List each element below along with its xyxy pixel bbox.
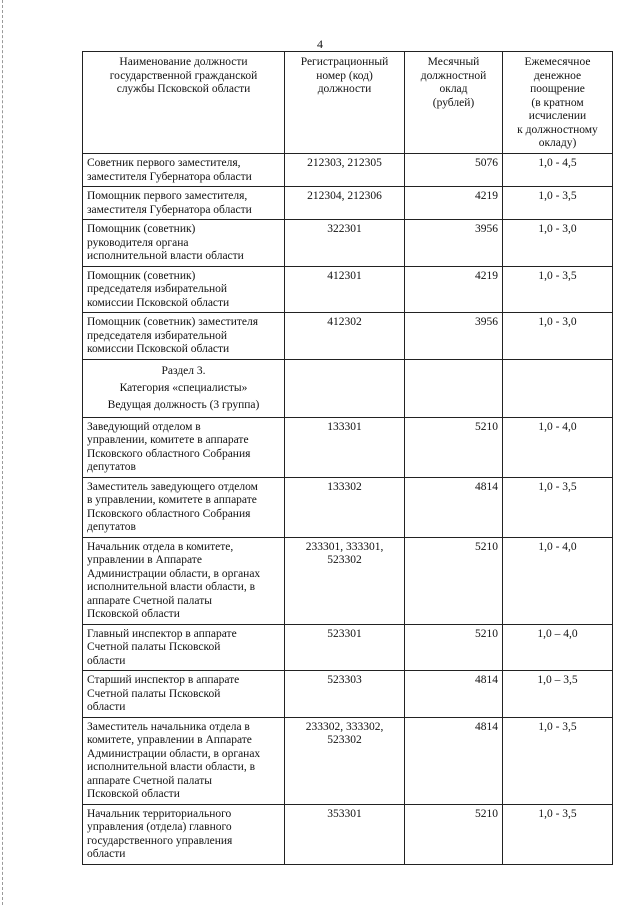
position-name-cell: Помощник первого заместителя, заместителя Губернатора области [83,187,285,220]
table-row [83,154,613,187]
column-header-bonus: Ежемесячное денежное поощрение (в кратном исчислении к должностному окладу) [503,52,613,154]
table-header-row [83,52,613,154]
monthly-bonus-cell: 1,0 - 4,0 [503,417,613,477]
monthly-salary-cell: 4814 [405,717,503,804]
page-margin-line [2,0,3,905]
position-name-cell: Начальник отдела в комитете, управлении в Аппарате Администрации области, в органах исполнительной власти области, в аппарате Счетной палаты Псковской области [83,537,285,624]
registration-code-cell: 322301 [285,220,405,267]
monthly-bonus-cell: 1,0 - 3,0 [503,313,613,360]
position-name-cell: Помощник (советник) председателя избирательной комиссии Псковской области [83,266,285,313]
table-row [83,671,613,718]
section-heading: Раздел 3. Категория «специалисты» Ведущая должность (3 группа) [83,359,285,417]
registration-code-cell: 212304, 212306 [285,187,405,220]
monthly-salary-cell: 4814 [405,477,503,537]
column-header-code: Регистрационный номер (код) должности [285,52,405,154]
table-row [83,220,613,267]
monthly-salary-cell: 4814 [405,671,503,718]
registration-code-cell: 233301, 333301, 523302 [285,537,405,624]
monthly-salary-cell: 3956 [405,220,503,267]
registration-code-cell: 523301 [285,624,405,671]
registration-code-cell: 133301 [285,417,405,477]
table-row [83,313,613,360]
section-empty-cell [405,359,503,417]
monthly-salary-cell: 5210 [405,537,503,624]
registration-code-cell: 233302, 333302, 523302 [285,717,405,804]
table-row [83,187,613,220]
section-row [83,359,613,417]
column-header-position: Наименование должности государственной гражданской службы Псковской области [83,52,285,154]
monthly-bonus-cell: 1,0 - 4,0 [503,537,613,624]
table-row [83,266,613,313]
table-row [83,537,613,624]
section-empty-cell [285,359,405,417]
column-header-salary: Месячный должностной оклад (рублей) [405,52,503,154]
registration-code-cell: 412301 [285,266,405,313]
monthly-bonus-cell: 1,0 - 3,5 [503,717,613,804]
monthly-bonus-cell: 1,0 – 4,0 [503,624,613,671]
monthly-bonus-cell: 1,0 - 3,5 [503,266,613,313]
table-row [83,717,613,804]
position-name-cell: Заместитель начальника отдела в комитете, управлении в Аппарате Администрации области, в органах исполнительной власти области, в аппарате Счетной палаты Псковской области [83,717,285,804]
positions-table [82,51,613,865]
position-name-cell: Старший инспектор в аппарате Счетной палаты Псковской области [83,671,285,718]
monthly-bonus-cell: 1,0 - 3,5 [503,477,613,537]
position-name-cell: Заместитель заведующего отделом в управлении, комитете в аппарате Псковского областного Собрания депутатов [83,477,285,537]
monthly-salary-cell: 5076 [405,154,503,187]
table-row [83,804,613,864]
registration-code-cell: 353301 [285,804,405,864]
section-empty-cell [503,359,613,417]
registration-code-cell: 133302 [285,477,405,537]
position-name-cell: Помощник (советник) заместителя председателя избирательной комиссии Псковской области [83,313,285,360]
monthly-salary-cell: 3956 [405,313,503,360]
position-name-cell: Заведующий отделом в управлении, комитете в аппарате Псковского областного Собрания депутатов [83,417,285,477]
registration-code-cell: 412302 [285,313,405,360]
monthly-salary-cell: 5210 [405,804,503,864]
monthly-salary-cell: 4219 [405,187,503,220]
section-block [83,359,613,417]
table-row [83,624,613,671]
registration-code-cell: 523303 [285,671,405,718]
rows-before-section [83,154,613,360]
page-number: 4 [317,37,323,51]
monthly-salary-cell: 5210 [405,417,503,477]
monthly-salary-cell: 5210 [405,624,503,671]
monthly-bonus-cell: 1,0 - 3,0 [503,220,613,267]
table-row [83,477,613,537]
rows-after-section [83,417,613,864]
position-name-cell: Помощник (советник) руководителя органа исполнительной власти области [83,220,285,267]
monthly-bonus-cell: 1,0 – 3,5 [503,671,613,718]
monthly-salary-cell: 4219 [405,266,503,313]
position-name-cell: Начальник территориального управления (отдела) главного государственного управления области [83,804,285,864]
position-name-cell: Советник первого заместителя, заместителя Губернатора области [83,154,285,187]
position-name-cell: Главный инспектор в аппарате Счетной палаты Псковской области [83,624,285,671]
registration-code-cell: 212303, 212305 [285,154,405,187]
monthly-bonus-cell: 1,0 - 3,5 [503,187,613,220]
monthly-bonus-cell: 1,0 - 3,5 [503,804,613,864]
monthly-bonus-cell: 1,0 - 4,5 [503,154,613,187]
table-row [83,417,613,477]
